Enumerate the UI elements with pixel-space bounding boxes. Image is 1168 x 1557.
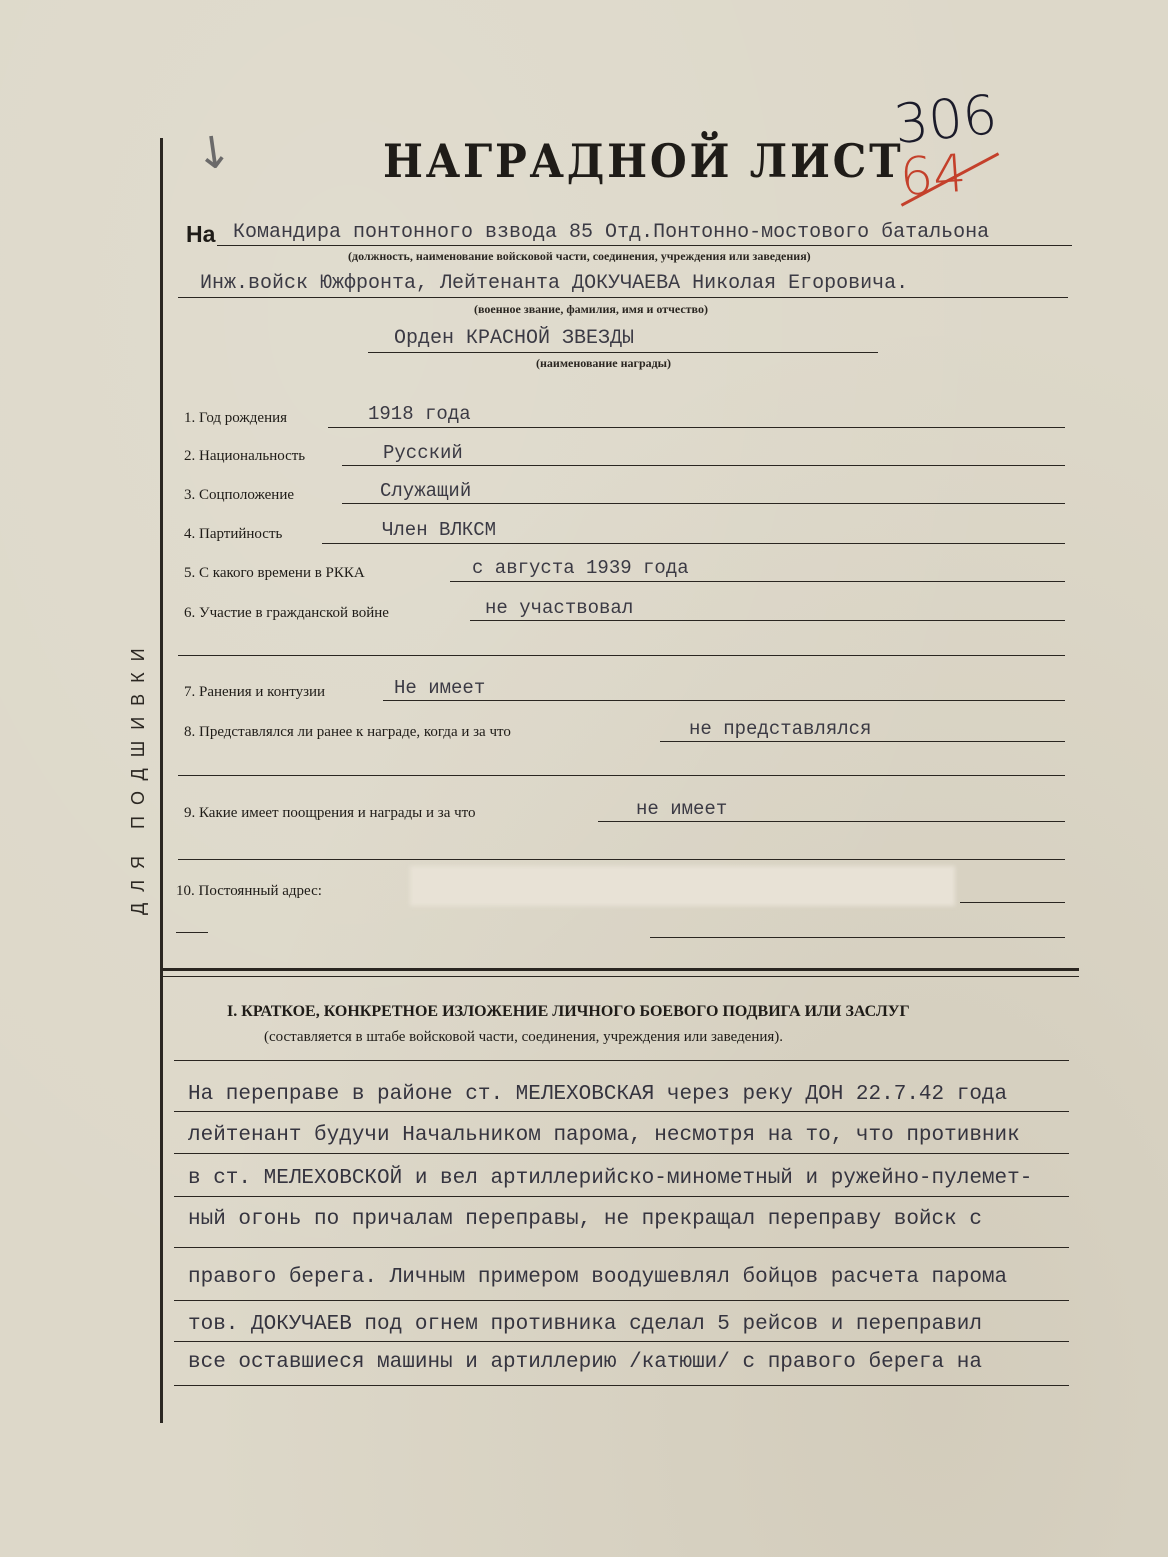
award-rule xyxy=(368,352,878,353)
section-separator-thin xyxy=(162,976,1079,977)
narrative-rule-3 xyxy=(174,1196,1069,1197)
field-label-3: 3. Соцположение xyxy=(184,487,295,503)
field-value-4: Член ВЛКСМ xyxy=(382,519,497,541)
person-rule xyxy=(178,297,1068,298)
na-label: На xyxy=(186,221,216,247)
narrative-rule-4 xyxy=(174,1247,1069,1248)
narrative-line-7: все оставшиеся машины и артиллерию /катюши/ с правого берега на xyxy=(188,1351,982,1374)
field-rule-6b xyxy=(178,655,1065,656)
narrative-line-3: в ст. МЕЛЕХОВСКОЙ и вел артиллерийско-минометный и ружейно-пулемет- xyxy=(188,1167,1033,1190)
narrative-line-1: На переправе в районе ст. МЕЛЕХОВСКАЯ через реку ДОН 22.7.42 года xyxy=(188,1083,1008,1106)
field-label-10: 10. Постоянный адрес: xyxy=(176,883,322,899)
field-rule-9 xyxy=(598,821,1065,822)
narrative-rule-0 xyxy=(174,1060,1069,1061)
field-rule-9b xyxy=(178,859,1065,860)
field-value-6: не участвовал xyxy=(485,597,634,619)
field-label-7: 7. Ранения и контузии xyxy=(184,684,326,700)
section-subtitle: (составляется в штабе войсковой части, соединения, учреждения или заведения). xyxy=(264,1029,784,1045)
field-rule-10b xyxy=(176,932,208,933)
handwritten-number: 306 xyxy=(890,82,1001,157)
field-label-2: 2. Национальность xyxy=(184,448,306,464)
field-rule-3 xyxy=(342,503,1065,504)
field-label-5: 5. С какого времени в РККА xyxy=(184,565,365,581)
field-rule-2 xyxy=(342,465,1065,466)
field-value-8: не представлялся xyxy=(689,718,872,740)
position-caption: (должность, наименование войсковой части, соединения, учреждения или заведения) xyxy=(348,249,811,263)
field-label-6: 6. Участие в гражданской войне xyxy=(184,605,389,621)
award-value: Орден КРАСНОЙ ЗВЕЗДЫ xyxy=(394,327,635,350)
narrative-line-6: тов. ДОКУЧАЕВ под огнем противника сделал 5 рейсов и переправил xyxy=(188,1313,982,1336)
position-value: Командира понтонного взвода 85 Отд.Понтонно-мостового батальона xyxy=(233,221,990,244)
field-rule-8b xyxy=(178,775,1065,776)
binding-margin-line xyxy=(160,138,163,1423)
narrative-rule-5 xyxy=(174,1300,1069,1301)
field-label-1: 1. Год рождения xyxy=(184,410,288,426)
position-rule xyxy=(217,245,1072,246)
section-title: I. КРАТКОЕ, КОНКРЕТНОЕ ИЗЛОЖЕНИЕ ЛИЧНОГО БОЕВОГО ПОДВИГА ИЛИ ЗАСЛУГ xyxy=(227,1003,910,1020)
narrative-rule-7 xyxy=(174,1385,1069,1386)
redacted-address xyxy=(410,866,955,906)
field-rule-1 xyxy=(328,427,1065,428)
field-rule-4 xyxy=(322,543,1065,544)
field-rule-6 xyxy=(470,620,1065,621)
field-rule-10c xyxy=(650,937,1065,938)
field-value-5: с августа 1939 года xyxy=(472,557,689,579)
field-value-7: Не имеет xyxy=(394,677,486,699)
narrative-line-5: правого берега. Личным примером воодушевлял бойцов расчета парома xyxy=(188,1266,1008,1289)
person-value: Инж.войск Южфронта, Лейтенанта ДОКУЧАЕВА Николая Егоровича. xyxy=(200,272,909,295)
page-title: НАГРАДНОЙ ЛИСТ xyxy=(383,134,904,188)
field-label-8: 8. Представлялся ли ранее к награде, когда и за что xyxy=(184,724,511,740)
handwritten-red-number: 64 xyxy=(897,143,969,209)
award-caption: (наименование награды) xyxy=(536,356,672,370)
field-label-9: 9. Какие имеет поощрения и награды и за что xyxy=(184,805,476,821)
field-rule-8 xyxy=(660,741,1065,742)
narrative-rule-1 xyxy=(174,1111,1069,1112)
field-value-9: не имеет xyxy=(636,798,728,820)
section-separator xyxy=(162,968,1079,971)
person-caption: (военное звание, фамилия, имя и отчество) xyxy=(474,302,708,316)
narrative-line-4: ный огонь по причалам переправы, не прекращал переправу войск с xyxy=(188,1208,982,1231)
field-value-2: Русский xyxy=(383,442,463,464)
handwritten-check-icon: ↓ xyxy=(191,125,236,182)
binding-margin-label: ДЛЯ ПОДШИВКИ xyxy=(128,637,148,915)
narrative-rule-2 xyxy=(174,1153,1069,1154)
narrative-line-2: лейтенант будучи Начальником парома, несмотря на то, что противник xyxy=(188,1124,1020,1147)
field-label-4: 4. Партийность xyxy=(184,526,283,542)
field-value-1: 1918 года xyxy=(368,403,471,425)
field-rule-7 xyxy=(383,700,1065,701)
field-rule-5 xyxy=(450,581,1065,582)
field-value-3: Служащий xyxy=(380,480,472,502)
field-rule-10 xyxy=(960,902,1065,903)
narrative-rule-6 xyxy=(174,1341,1069,1342)
